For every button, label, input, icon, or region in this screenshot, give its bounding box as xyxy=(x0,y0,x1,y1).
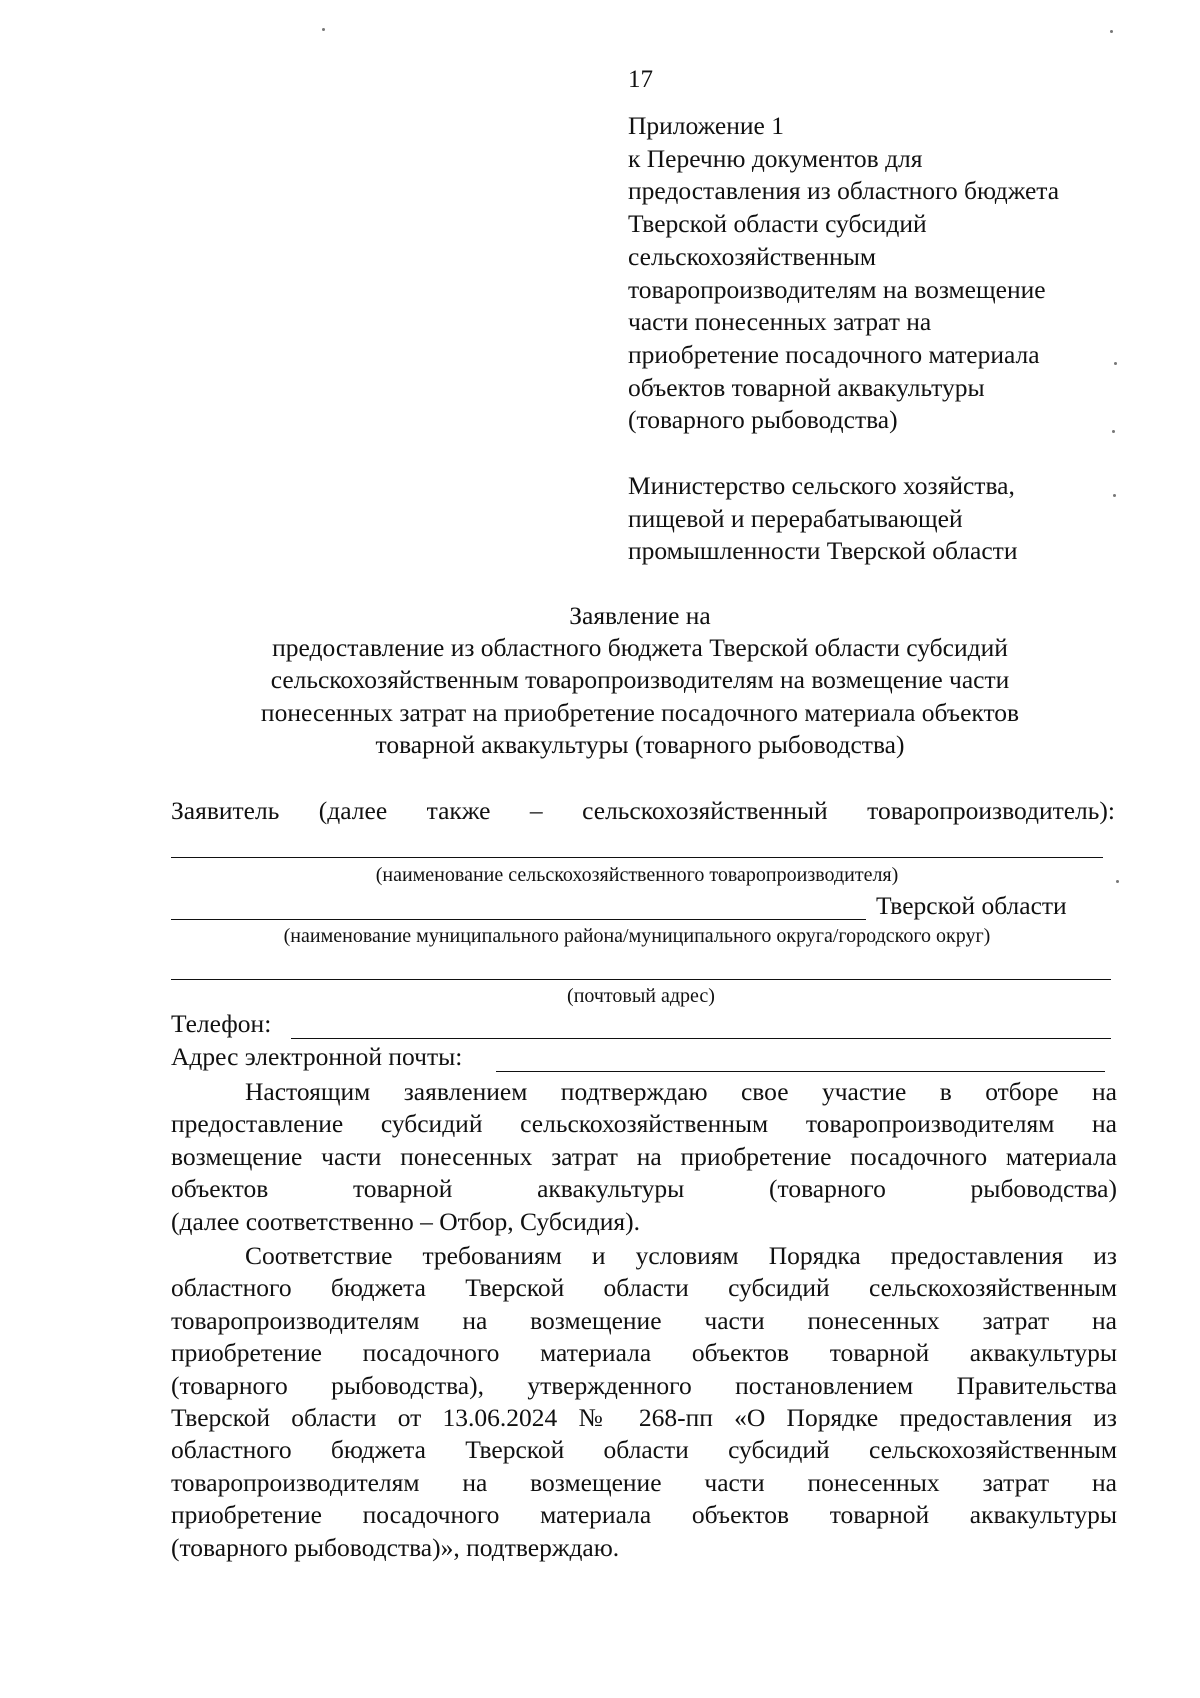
paragraph-line: предоставление субсидий сельскохозяйственным товаропроизводителям на xyxy=(171,1109,1117,1139)
recipient-line: пищевой и перерабатывающей xyxy=(628,503,963,533)
paragraph-line: областного бюджета Тверской области субсидий сельскохозяйственным xyxy=(171,1273,1117,1303)
confirmation-paragraph xyxy=(171,1076,1117,1238)
title-line: предоставление из областного бюджета Тверской области субсидий xyxy=(272,633,1008,663)
page-number: 17 xyxy=(628,66,653,93)
scan-speck xyxy=(1116,880,1119,883)
postal-address-caption: (почтовый адрес) xyxy=(567,985,715,1007)
scan-speck xyxy=(1112,430,1115,433)
paragraph-line: объектов товарной аквакультуры (товарного рыбоводства) xyxy=(171,1174,1117,1204)
paragraph-line: Тверской области от 13.06.2024 № 268-пп «О Порядке предоставления из xyxy=(171,1403,1117,1433)
appendix-line: к Перечню документов для xyxy=(628,143,923,173)
municipality-caption: (наименование муниципального района/муниципального округа/городского округ) xyxy=(283,925,991,947)
paragraph-line: (товарного рыбоводства), утвержденного постановлением Правительства xyxy=(171,1370,1117,1400)
paragraph-line: (товарного рыбоводства)», подтверждаю. xyxy=(171,1532,620,1562)
region-suffix: Тверской области xyxy=(876,891,1067,920)
appendix-line: части понесенных затрат на xyxy=(628,307,932,337)
recipient-block xyxy=(628,470,1168,568)
appendix-line: товаропроизводителям на возмещение xyxy=(628,274,1046,304)
email-field[interactable] xyxy=(496,1071,1105,1072)
email-label: Адрес электронной почты: xyxy=(171,1042,463,1071)
paragraph-line: Настоящим заявлением подтверждаю свое участие в отборе на xyxy=(245,1077,1117,1106)
postal-address-field[interactable] xyxy=(171,979,1111,980)
paragraph-line: областного бюджета Тверской области субсидий сельскохозяйственным xyxy=(171,1435,1117,1465)
recipient-line: промышленности Тверской области xyxy=(628,536,1018,566)
scan-speck xyxy=(1113,494,1116,497)
applicant-name-caption: (наименование сельскохозяйственного товаропроизводителя) xyxy=(375,864,899,886)
recipient-line: Министерство сельского хозяйства, xyxy=(628,471,1015,500)
paragraph-line: Соответствие требованиям и условиям Порядка предоставления из xyxy=(245,1241,1117,1270)
appendix-line: Приложение 1 xyxy=(628,111,784,140)
title-line: сельскохозяйственным товаропроизводителям на возмещение части xyxy=(270,665,1010,695)
appendix-line: Тверской области субсидий xyxy=(628,209,927,239)
phone-label: Телефон: xyxy=(171,1009,272,1038)
scan-speck xyxy=(1114,362,1117,365)
applicant-label: Заявитель (далее также – сельскохозяйственный товаропроизводитель): xyxy=(171,796,1115,825)
paragraph-line: товаропроизводителям на возмещение части понесенных затрат на xyxy=(171,1305,1117,1335)
paragraph-line: (далее соответственно – Отбор, Субсидия). xyxy=(171,1206,640,1236)
title-line: понесенных затрат на приобретение посадочного материала объектов xyxy=(260,697,1020,727)
appendix-line: объектов товарной аквакультуры xyxy=(628,372,985,402)
appendix-line: предоставления из областного бюджета xyxy=(628,176,1060,206)
applicant-name-field[interactable] xyxy=(171,857,1103,858)
title-line: Заявление на xyxy=(569,601,711,630)
paragraph-line: товаропроизводителям на возмещение части понесенных затрат на xyxy=(171,1467,1117,1497)
phone-field[interactable] xyxy=(291,1038,1111,1039)
title-line: товарной аквакультуры (товарного рыбоводства) xyxy=(375,729,905,759)
scan-speck xyxy=(322,28,325,31)
appendix-line: (товарного рыбоводства) xyxy=(628,405,898,435)
appendix-block xyxy=(628,110,1168,437)
paragraph-line: возмещение части понесенных затрат на приобретение посадочного материала xyxy=(171,1141,1117,1171)
scan-speck xyxy=(1110,30,1113,33)
document-title xyxy=(160,600,1120,761)
appendix-line: сельскохозяйственным xyxy=(628,241,877,271)
municipality-field[interactable] xyxy=(171,919,866,920)
compliance-paragraph xyxy=(171,1240,1117,1564)
paragraph-line: приобретение посадочного материала объектов товарной аквакультуры xyxy=(171,1500,1117,1530)
appendix-line: приобретение посадочного материала xyxy=(628,339,1040,369)
paragraph-line: приобретение посадочного материала объектов товарной аквакультуры xyxy=(171,1338,1117,1368)
